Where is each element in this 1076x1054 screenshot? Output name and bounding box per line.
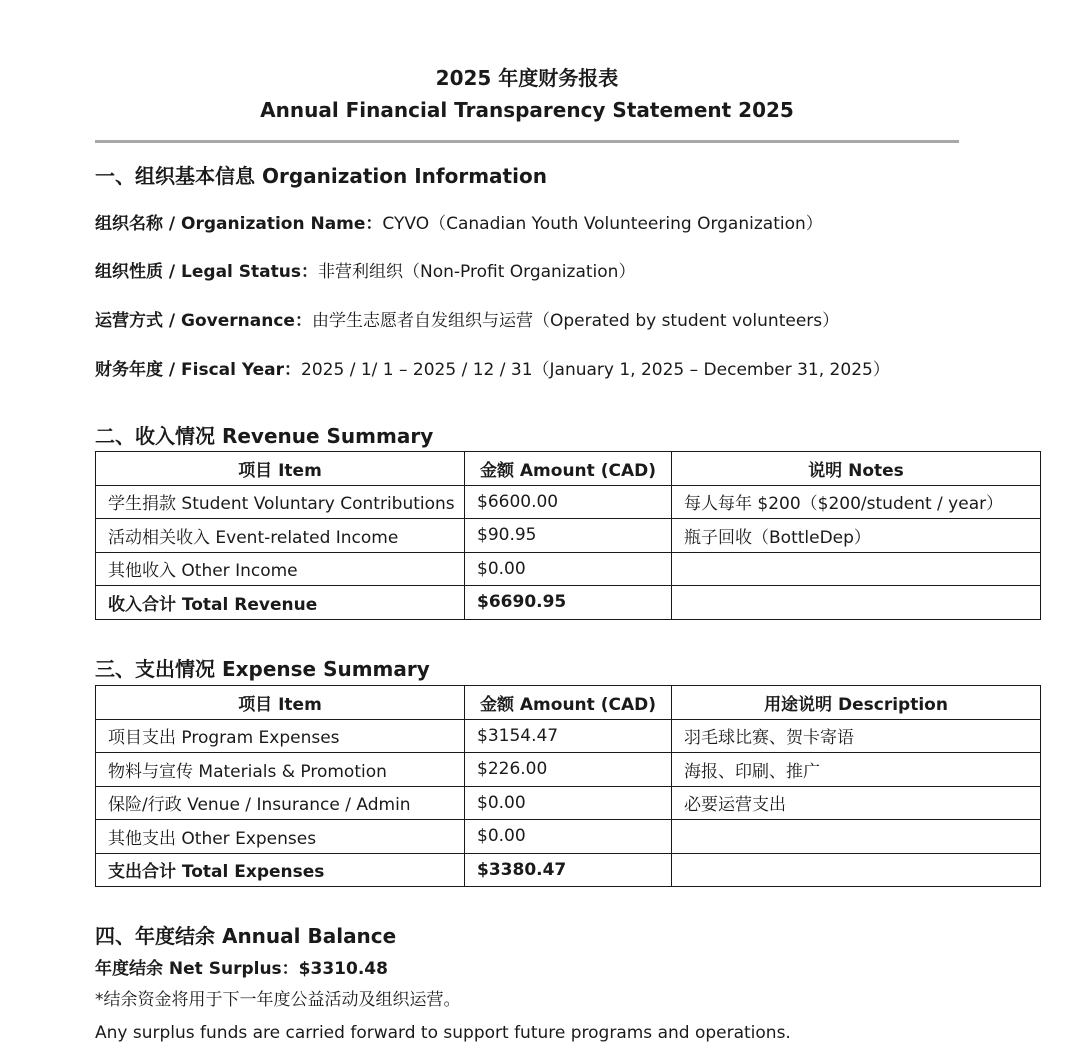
surplus-note-en: Any surplus funds are carried forward to support future programs and operations. [95,1023,791,1043]
table-cell: $6600.00 [465,485,672,519]
governance-line [95,309,839,333]
column-header: 用途说明 Description [672,686,1041,720]
field-value: 2025 / 1/ 1 – 2025 / 12 / 31（January 1, 2025 – December 31, 2025） [301,360,890,380]
table-cell: $6690.95 [465,586,672,620]
page-title-zh: 2025 年度财务报表 [435,66,619,90]
net-surplus-line [95,957,388,981]
table-cell: 其他支出 Other Expenses [96,820,465,854]
table-cell: 每人每年 $200（$200/student / year） [672,485,1041,519]
table-cell: 学生捐款 Student Voluntary Contributions [96,485,465,519]
surplus-note-zh: *结余资金将用于下一年度公益活动及组织运营。 [95,990,461,1010]
table-row [96,786,1041,820]
section-heading-revenue: 二、收入情况 Revenue Summary [95,424,434,448]
table-header-row [96,686,1041,720]
title-divider [95,140,959,143]
table-total-row [96,853,1041,887]
expense-table [95,685,1041,887]
table-cell: 海报、印刷、推广 [672,753,1041,787]
table-row [96,552,1041,586]
table-cell [672,552,1041,586]
table-cell [672,586,1041,620]
table-cell: 羽毛球比赛、贺卡寄语 [672,719,1041,753]
section-heading-organization: 一、组织基本信息 Organization Information [95,164,547,188]
field-value: 由学生志愿者自发组织与运营（Operated by student volunteers） [311,311,840,331]
net-surplus-label: 年度结余 Net Surplus： [95,959,299,979]
table-cell: 收入合计 Total Revenue [96,586,465,620]
table-cell: 瓶子回收（BottleDep） [672,519,1041,553]
revenue-table [95,451,1041,620]
net-surplus-value: $3310.48 [298,959,388,979]
column-header: 项目 Item [96,686,465,720]
section-heading-balance: 四、年度结余 Annual Balance [95,924,397,948]
field-value: CYVO（Canadian Youth Volunteering Organization） [382,214,823,234]
column-header: 说明 Notes [672,452,1041,486]
table-cell: $0.00 [465,786,672,820]
table-cell [672,820,1041,854]
page-title-en: Annual Financial Transparency Statement 2025 [260,98,794,122]
table-cell: 支出合计 Total Expenses [96,853,465,887]
table-total-row [96,586,1041,620]
table-row [96,719,1041,753]
fiscal-year-line [95,358,890,382]
table-cell: 物料与宣传 Materials & Promotion [96,753,465,787]
table-cell: $90.95 [465,519,672,553]
table-row [96,485,1041,519]
table-row [96,519,1041,553]
column-header: 项目 Item [96,452,465,486]
field-label: 组织名称 / Organization Name： [95,214,383,234]
table-cell: 其他收入 Other Income [96,552,465,586]
table-row [96,820,1041,854]
org-name-line [95,212,823,236]
column-header: 金额 Amount (CAD) [465,452,672,486]
field-label: 组织性质 / Legal Status： [95,262,318,282]
table-cell [672,853,1041,887]
section-heading-expense: 三、支出情况 Expense Summary [95,657,430,681]
column-header: 金额 Amount (CAD) [465,686,672,720]
table-cell: $3154.47 [465,719,672,753]
field-label: 财务年度 / Fiscal Year： [95,360,302,380]
field-value: 非营利组织（Non-Profit Organization） [317,262,636,282]
field-label: 运营方式 / Governance： [95,311,312,331]
table-cell: 项目支出 Program Expenses [96,719,465,753]
table-cell: 必要运营支出 [672,786,1041,820]
table-cell: 保险/行政 Venue / Insurance / Admin [96,786,465,820]
table-header-row [96,452,1041,486]
table-cell: $0.00 [465,552,672,586]
table-cell: $3380.47 [465,853,672,887]
table-row [96,753,1041,787]
table-cell: 活动相关收入 Event-related Income [96,519,465,553]
legal-status-line [95,260,635,284]
table-cell: $226.00 [465,753,672,787]
table-cell: $0.00 [465,820,672,854]
